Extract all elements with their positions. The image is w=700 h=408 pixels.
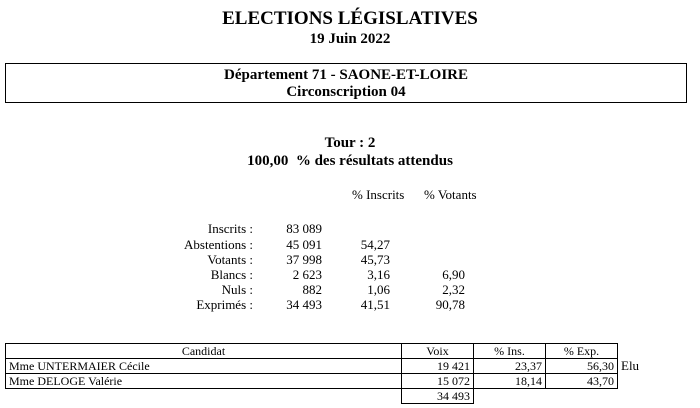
- totals-row: [6, 389, 643, 404]
- round-label: Tour : 2: [324, 135, 376, 151]
- col-pct-ins: % Ins.: [474, 344, 546, 359]
- stat-count: 37 998: [286, 252, 322, 267]
- stat-pct-inscrits: 54,27: [360, 237, 390, 252]
- header-pct-votants: % Votants: [424, 187, 477, 202]
- stat-count: 83 089: [286, 221, 322, 236]
- totals-spacer: [546, 389, 618, 404]
- candidate-pct-ins: 23,37: [474, 359, 546, 374]
- table-row: [6, 374, 643, 389]
- header-pct-inscrits: % Inscrits: [352, 187, 405, 202]
- col-candidat: Candidat: [6, 344, 402, 359]
- col-voix: Voix: [402, 344, 474, 359]
- candidate-voix: 15 072: [402, 374, 474, 389]
- election-date: 19 Juin 2022: [309, 31, 391, 47]
- stat-pct-votants: 6,90: [442, 267, 465, 282]
- candidate-status: [618, 374, 643, 389]
- candidate-pct-exp: 56,30: [546, 359, 618, 374]
- candidate-pct-ins: 18,14: [474, 374, 546, 389]
- page-title: ELECTIONS LÉGISLATIVES: [222, 8, 478, 29]
- stat-label: Blancs :: [210, 267, 253, 282]
- stat-label: Nuls :: [221, 282, 253, 297]
- stat-pct-inscrits: 3,16: [367, 267, 390, 282]
- candidate-name: Mme DELOGE Valérie: [6, 374, 402, 389]
- stat-pct-votants: 90,78: [435, 297, 465, 312]
- stat-count: 45 091: [286, 237, 322, 252]
- table-row: [6, 359, 643, 374]
- stat-count: 34 493: [286, 297, 322, 312]
- candidate-pct-exp: 43,70: [546, 374, 618, 389]
- stat-count: 2 623: [292, 267, 322, 282]
- stat-count: 882: [302, 282, 322, 297]
- totals-spacer: [618, 389, 643, 404]
- results-table: [5, 343, 643, 404]
- stat-pct-votants: 2,32: [442, 282, 465, 297]
- stat-pct-inscrits: 41,51: [360, 297, 390, 312]
- col-pct-exp: % Exp.: [546, 344, 618, 359]
- stat-pct-inscrits: 1,06: [367, 282, 390, 297]
- district-box: [5, 63, 687, 103]
- circonscription-name: Circonscription 04: [286, 84, 406, 100]
- results-expected: 100,00 % des résultats attendus: [247, 153, 453, 169]
- stat-label: Exprimés :: [196, 297, 253, 312]
- candidate-voix: 19 421: [402, 359, 474, 374]
- elected-badge: Elu: [621, 358, 640, 373]
- stat-label: Abstentions :: [184, 237, 253, 252]
- total-voix: 34 493: [402, 389, 474, 404]
- stat-label: Inscrits :: [207, 221, 253, 236]
- stat-pct-inscrits: 45,73: [360, 252, 390, 267]
- col-status-spacer: [618, 344, 643, 359]
- stat-label: Votants :: [207, 252, 253, 267]
- department-name: Département 71 - SAONE-ET-LOIRE: [223, 67, 469, 83]
- totals-spacer: [474, 389, 546, 404]
- totals-spacer: [6, 389, 402, 404]
- results-header-row: [6, 344, 643, 359]
- candidate-name: Mme UNTERMAIER Cécile: [6, 359, 402, 374]
